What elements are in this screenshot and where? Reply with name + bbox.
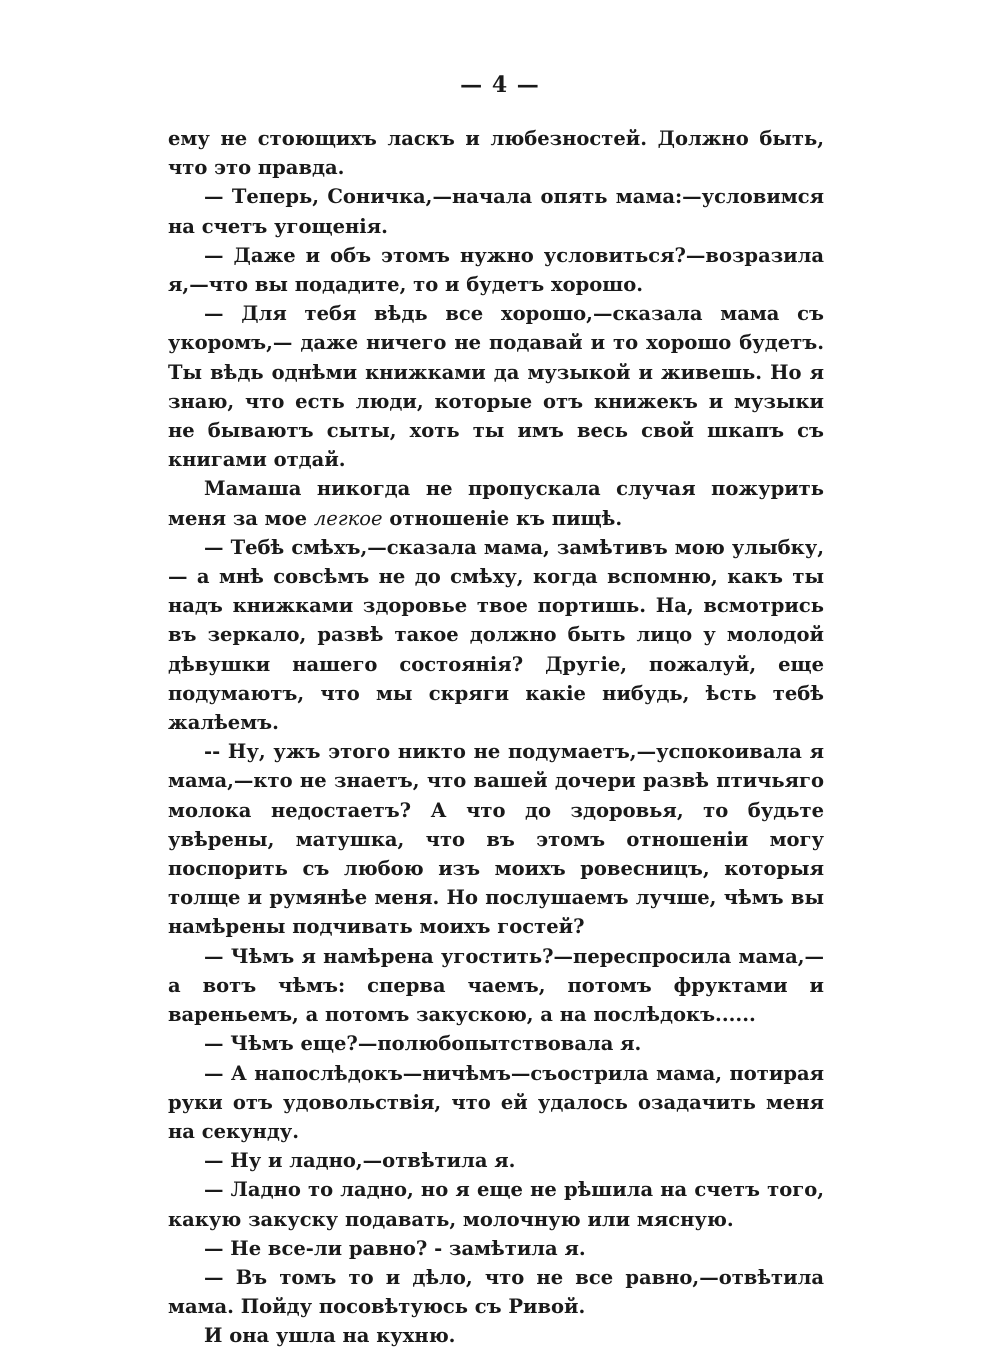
paragraph: — Для тебя вѣдь все хорошо,—сказала мама съ укоромъ,— даже ничего не подавай и то хорошо будетъ. Ты вѣдь однѣми книжками да музыкой и живешь. Но я знаю, что есть люди, которые отъ книжекъ и музыки не бываютъ сыты, хоть ты имъ весь свой шкапъ съ книгами отдай. [168, 302, 824, 472]
paragraph: — А напослѣдокъ—ничѣмъ—съострила мама, потирая руки отъ удовольствія, что ей удалось озадачить меня на секунду. [168, 1061, 824, 1143]
paragraph [168, 474, 824, 532]
paragraph-text: Мамаша никогда не пропускала случая пожурить меня за мое [168, 477, 824, 530]
paragraph: — Ну и ладно,—отвѣтила я. [204, 1149, 516, 1173]
paragraph-text: отношеніе къ пищѣ. [382, 506, 623, 530]
paragraph: — Тебѣ смѣхъ,—сказала мама, замѣтивъ мою улыбку,— а мнѣ совсѣмъ не до смѣху, когда вспомню, какъ ты надъ книжками здоровье твое портишь. На, всмотрись въ зеркало, развѣ такое должно быть лицо у молодой дѣвушки нашего состоянія? Другіе, пожалуй, еще подумаютъ, что мы скряги какіе нибудь, ѣсть тебѣ жалѣемъ. [168, 535, 824, 735]
paragraph: — Теперь, Соничка,—начала опять мама:—условимся на счетъ угощенія. [168, 185, 824, 238]
paragraph: — Не все-ли равно? - замѣтила я. [204, 1236, 586, 1260]
paragraph: — Даже и объ этомъ нужно условиться?—возразила я,—что вы подадите, то и будетъ хорошо. [168, 243, 824, 297]
paragraph: -- Ну, ужъ этого никто не подумаетъ,—успокоивала я мама,—кто не знаетъ, что вашей дочери развѣ птичьяго молока недостаетъ? А что до здоровья, то будьте увѣрены, матушка, что въ этомъ отношеніи могу поспорить съ любою изъ моихъ ровесницъ, которыя толще и румянѣе меня. Но послушаемъ лучше, чѣмъ вы намѣрены подчивать моихъ гостей? [168, 740, 824, 939]
paragraph: И она ушла на кухню. [204, 1324, 456, 1348]
paragraph: — Ладно то ладно, но я еще не рѣшила на счетъ того, какую закуску подавать, молочную или мясную. [168, 1178, 824, 1231]
paragraph: — Чѣмъ еще?—полюбопытствовала я. [204, 1032, 642, 1056]
page-number: — 4 — [460, 72, 540, 98]
paragraph: ему не стоющихъ ласкъ и любезностей. Должно быть, что это правда. [168, 127, 824, 180]
paragraph: — Чѣмъ я намѣрена угостить?—переспросила мама,—а вотъ чѣмъ: сперва чаемъ, потомъ фруктами и вареньемъ, а потомъ закускою, а на послѣдокъ...... [168, 944, 824, 1027]
body-text [168, 124, 824, 1351]
paragraph: — Въ томъ то и дѣло, что не все равно,—отвѣтила мама. Пойду посовѣтуюсь съ Ривой. [168, 1265, 824, 1319]
emphasis-text: легкое [313, 506, 383, 530]
